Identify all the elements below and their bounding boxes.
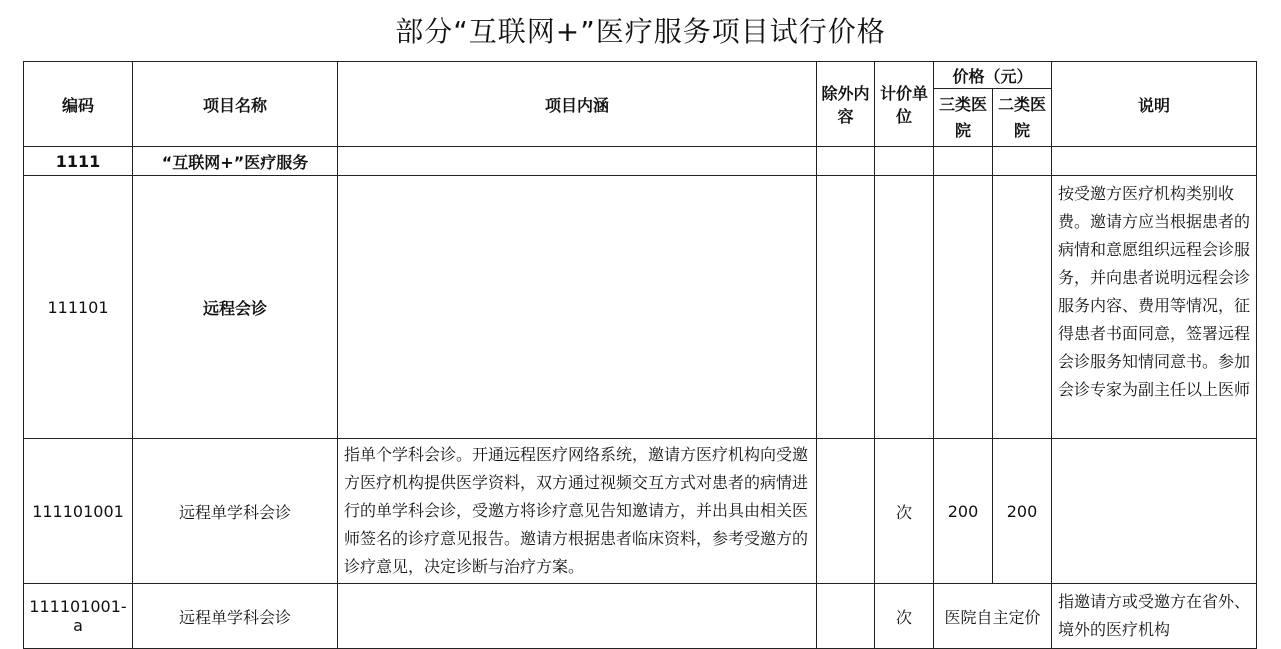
- header-note: 说明: [1052, 62, 1257, 147]
- header-price: 价格（元）: [934, 62, 1052, 89]
- table-row: [24, 584, 1257, 649]
- cell-note: 指邀请方或受邀方在省外、境外的医疗机构: [1052, 584, 1257, 649]
- header-exclude: 除外内容: [817, 62, 875, 147]
- header-row: [24, 62, 1257, 89]
- cell-content: [338, 584, 817, 649]
- cell-unit: 次: [875, 439, 934, 584]
- cell-tier3: [934, 176, 993, 439]
- cell-tier3: 200: [934, 439, 993, 584]
- cell-code: 111101: [24, 176, 133, 439]
- cell-code: 111101001-a: [24, 584, 133, 649]
- table-row: [24, 147, 1257, 176]
- cell-note: [1052, 439, 1257, 584]
- header-tier3: 三类医院: [934, 89, 993, 147]
- document-title: 部分“互联网+”医疗服务项目试行价格: [395, 15, 886, 48]
- cell-content: [338, 147, 817, 176]
- header-unit: 计价单位: [875, 62, 934, 147]
- cell-name: 远程单学科会诊: [133, 584, 338, 649]
- cell-tier2: [993, 147, 1052, 176]
- cell-unit: 次: [875, 584, 934, 649]
- cell-content: 指单个学科会诊。开通远程医疗网络系统，邀请方医疗机构向受邀方医疗机构提供医学资料，双方通过视频交互方式对患者的病情进行的单学科会诊，受邀方将诊疗意见告知邀请方，并出具由相关医师签名的诊疗意见报告。邀请方根据患者临床资料，参考受邀方的诊疗意见，决定诊断与治疗方案。: [338, 439, 817, 584]
- table-row: [24, 176, 1257, 439]
- cell-code: 1111: [24, 147, 133, 176]
- cell-tier3: [934, 147, 993, 176]
- cell-unit: [875, 147, 934, 176]
- cell-name: 远程会诊: [133, 176, 338, 439]
- price-table: [23, 61, 1257, 649]
- table-row: [24, 439, 1257, 584]
- cell-unit: [875, 176, 934, 439]
- cell-exclude: [817, 439, 875, 584]
- cell-price-merged: 医院自主定价: [934, 584, 1052, 649]
- cell-note: 按受邀方医疗机构类别收费。邀请方应当根据患者的病情和意愿组织远程会诊服务，并向患者说明远程会诊服务内容、费用等情况，征得患者书面同意，签署远程会诊服务知情同意书。参加会诊专家为副主任以上医师: [1052, 176, 1257, 439]
- cell-content: [338, 176, 817, 439]
- cell-exclude: [817, 584, 875, 649]
- header-content: 项目内涵: [338, 62, 817, 147]
- cell-exclude: [817, 147, 875, 176]
- cell-name: 远程单学科会诊: [133, 439, 338, 584]
- cell-name: “互联网+”医疗服务: [133, 147, 338, 176]
- header-code: 编码: [24, 62, 133, 147]
- cell-tier2: 200: [993, 439, 1052, 584]
- header-tier2: 二类医院: [993, 89, 1052, 147]
- cell-note: [1052, 147, 1257, 176]
- cell-code: 111101001: [24, 439, 133, 584]
- header-name: 项目名称: [133, 62, 338, 147]
- cell-exclude: [817, 176, 875, 439]
- cell-tier2: [993, 176, 1052, 439]
